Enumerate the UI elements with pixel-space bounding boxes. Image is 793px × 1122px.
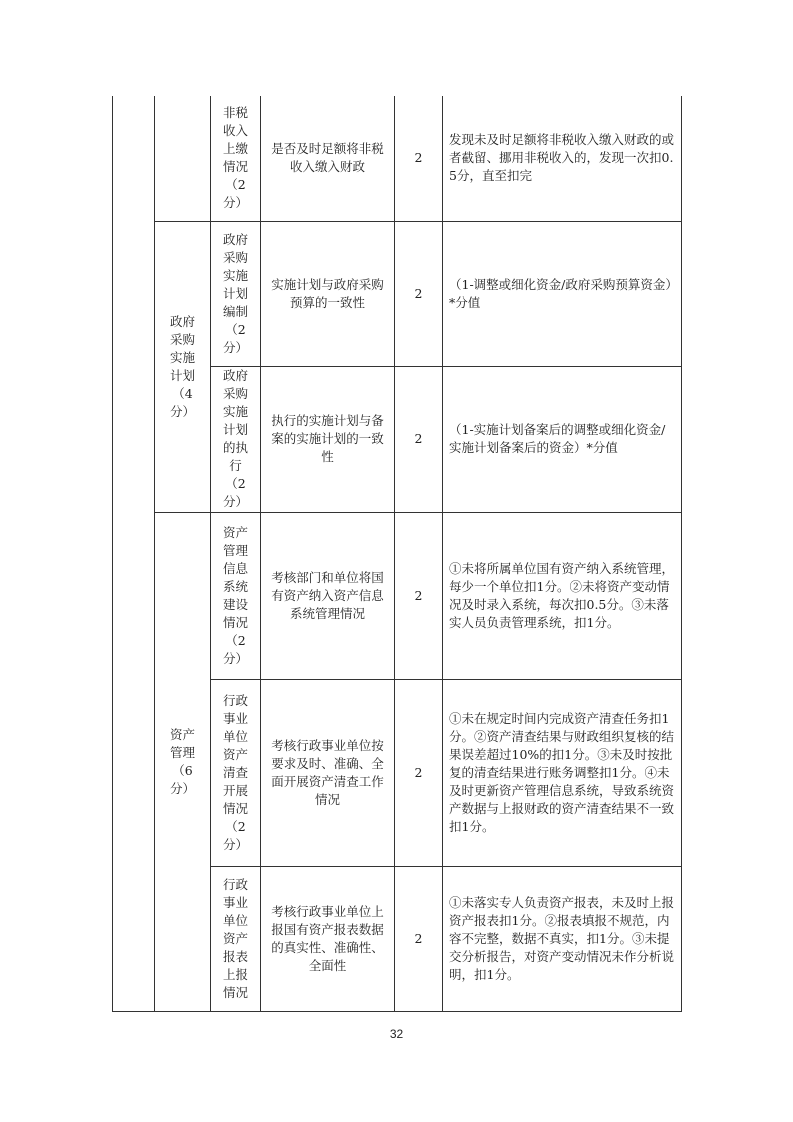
rule-cell: （1-调整或细化资金/政府采购预算资金）*分值 <box>443 221 682 366</box>
assessment-table <box>112 96 682 1012</box>
description-cell: 考核部门和单位将国有资产纳入资产信息系统管理情况 <box>261 512 395 679</box>
table-row <box>113 512 682 679</box>
item-cell: 行政事业单位资产报表上报情况 <box>211 866 261 1011</box>
description-cell: 是否及时足额将非税收入缴入财政 <box>261 96 395 221</box>
item-cell: 行政事业单位资产清查开展情况（2分） <box>211 679 261 866</box>
description-cell: 考核行政事业单位上报国有资产报表数据的真实性、准确性、全面性 <box>261 866 395 1011</box>
dimension-cell: 政府采购实施计划（4分） <box>155 221 211 512</box>
item-cell: 政府采购实施计划编制（2分） <box>211 221 261 366</box>
item-cell: 资产管理信息系统建设情况（2分） <box>211 512 261 679</box>
category-cell <box>113 96 155 1011</box>
item-cell: 非税收入上缴情况（2分） <box>211 96 261 221</box>
rule-cell: （1-实施计划备案后的调整或细化资金/实施计划备案后的资金）*分值 <box>443 366 682 512</box>
item-cell: 政府采购实施计划的执行（2分） <box>211 366 261 512</box>
rule-cell: ①未落实专人负责资产报表，未及时上报资产报表扣1分。②报表填报不规范，内容不完整，数据不真实，扣1分。③未提交分析报告，对资产变动情况未作分析说明，扣1分。 <box>443 866 682 1011</box>
dimension-cell: 资产管理（6分） <box>155 512 211 1011</box>
description-cell: 考核行政事业单位按要求及时、准确、全面开展资产清查工作情况 <box>261 679 395 866</box>
table-row <box>113 96 682 221</box>
rule-cell: ①未将所属单位国有资产纳入系统管理，每少一个单位扣1分。②未将资产变动情况及时录入系统，每次扣0.5分。③未落实人员负责管理系统，扣1分。 <box>443 512 682 679</box>
score-cell: 2 <box>395 866 443 1011</box>
table-row <box>113 221 682 366</box>
dimension-cell <box>155 96 211 221</box>
score-cell: 2 <box>395 366 443 512</box>
description-cell: 执行的实施计划与备案的实施计划的一致性 <box>261 366 395 512</box>
score-cell: 2 <box>395 512 443 679</box>
score-cell: 2 <box>395 96 443 221</box>
rule-cell: ①未在规定时间内完成资产清查任务扣1分。②资产清查结果与财政组织复核的结果误差超过10%的扣1分。③未及时按批复的清查结果进行账务调整扣1分。④未及时更新资产管理信息系统，导致系统资产数据与上报财政的资产清查结果不一致扣1分。 <box>443 679 682 866</box>
score-cell: 2 <box>395 679 443 866</box>
score-cell: 2 <box>395 221 443 366</box>
rule-cell: 发现未及时足额将非税收入缴入财政的或者截留、挪用非税收入的，发现一次扣0.5分，直至扣完 <box>443 96 682 221</box>
description-cell: 实施计划与政府采购预算的一致性 <box>261 221 395 366</box>
page-number: 32 <box>389 1027 404 1041</box>
